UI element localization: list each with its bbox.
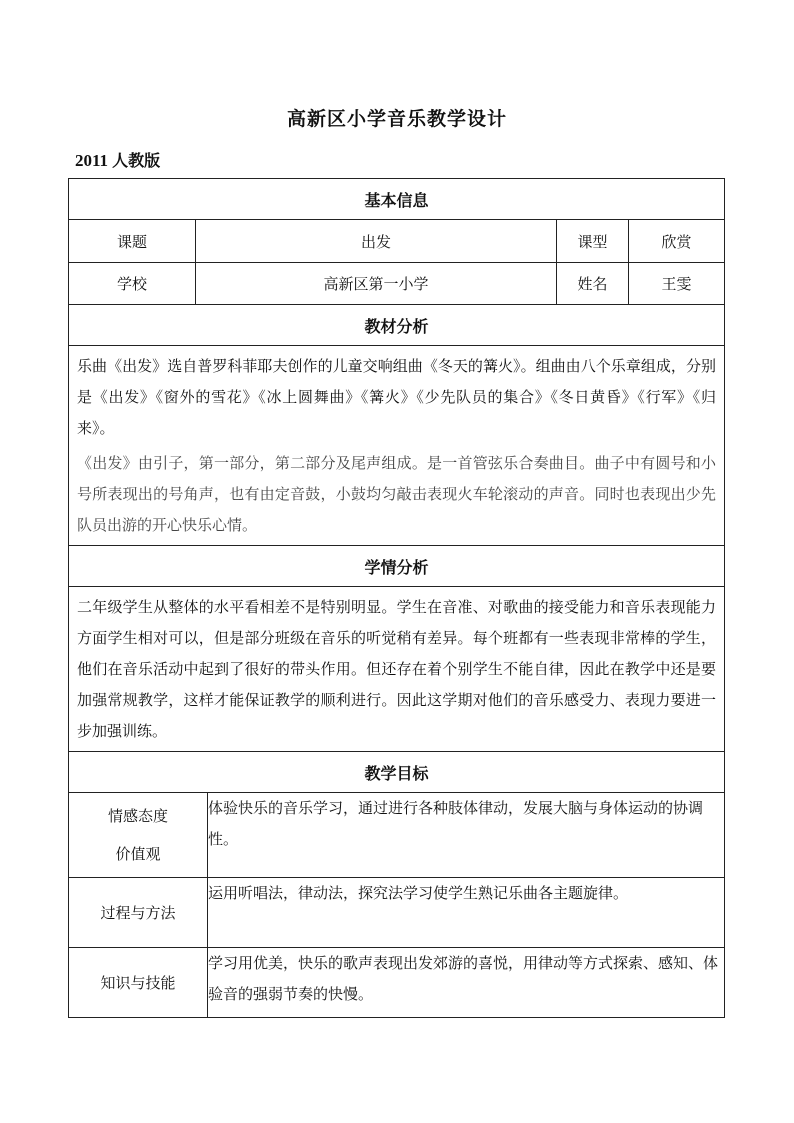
goal-row [69, 948, 725, 1018]
info-row [69, 220, 725, 263]
goal-label-line: 情感态度 [107, 807, 168, 825]
basic-info-title: 基本信息 [69, 179, 725, 220]
info-label: 姓名 [557, 263, 629, 305]
textbook-analysis-title: 教材分析 [69, 305, 725, 346]
info-row [69, 263, 725, 305]
textbook-analysis-header-row [69, 305, 725, 346]
lesson-plan-table [68, 178, 725, 1018]
teaching-goals-title: 教学目标 [69, 752, 725, 793]
edition-label [75, 148, 160, 171]
goal-text: 运用听唱法，律动法，探究法学习使学生熟记乐曲各主题旋律。 [208, 878, 725, 948]
basic-info-header-row [69, 179, 725, 220]
edition-name: 人教版 [112, 151, 161, 170]
info-value: 王雯 [629, 263, 725, 305]
page-title: 高新区小学音乐教学设计 [286, 108, 507, 130]
student-analysis-title: 学情分析 [69, 546, 725, 587]
edition-year: 2011 [75, 151, 109, 170]
info-value: 欣赏 [629, 220, 725, 263]
info-value: 高新区第一小学 [196, 263, 557, 305]
info-value: 出发 [196, 220, 557, 263]
info-label: 课题 [69, 220, 196, 263]
goal-row [69, 878, 725, 948]
goal-text: 学习用优美，快乐的歌声表现出发郊游的喜悦，用律动等方式探索、感知、体验音的强弱节奏的快慢。 [208, 948, 725, 1018]
student-analysis-header-row [69, 546, 725, 587]
goal-label: 过程与方法 [69, 878, 208, 948]
info-label: 学校 [69, 263, 196, 305]
textbook-paragraph: 《出发》由引子，第一部分，第二部分及尾声组成。是一首管弦乐合奏曲目。曲子中有圆号和小号所表现出的号角声，也有由定音鼓，小鼓均匀敲击表现火车轮滚动的声音。同时也表现出少先队员出游的开心快乐心情。 [77, 454, 717, 534]
goal-label-line: 价值观 [115, 845, 161, 863]
student-analysis-row [69, 587, 725, 752]
goal-text: 体验快乐的音乐学习，通过进行各种肢体律动，发展大脑与身体运动的协调性。 [208, 793, 725, 878]
teaching-goals-header-row [69, 752, 725, 793]
goal-label [69, 793, 208, 878]
info-label: 课型 [557, 220, 629, 263]
goal-row [69, 793, 725, 878]
textbook-analysis-row [69, 346, 725, 546]
student-paragraph: 二年级学生从整体的水平看相差不是特别明显。学生在音准、对歌曲的接受能力和音乐表现能力方面学生相对可以，但是部分班级在音乐的听觉稍有差异。每个班都有一些表现非常棒的学生，他们在音乐活动中起到了很好的带头作用。但还存在着个别学生不能自律，因此在教学中还是要加强常规教学，这样才能保证教学的顺利进行。因此这学期对他们的音乐感受力、表现力要进一步加强训练。 [77, 598, 717, 740]
goal-label: 知识与技能 [69, 948, 208, 1018]
textbook-paragraph: 乐曲《出发》选自普罗科菲耶夫创作的儿童交响组曲《冬天的篝火》。组曲由八个乐章组成，分别是《出发》《窗外的雪花》《冰上圆舞曲》《篝火》《少先队员的集合》《冬日黄昏》《行军》《归来》。 [77, 357, 717, 437]
